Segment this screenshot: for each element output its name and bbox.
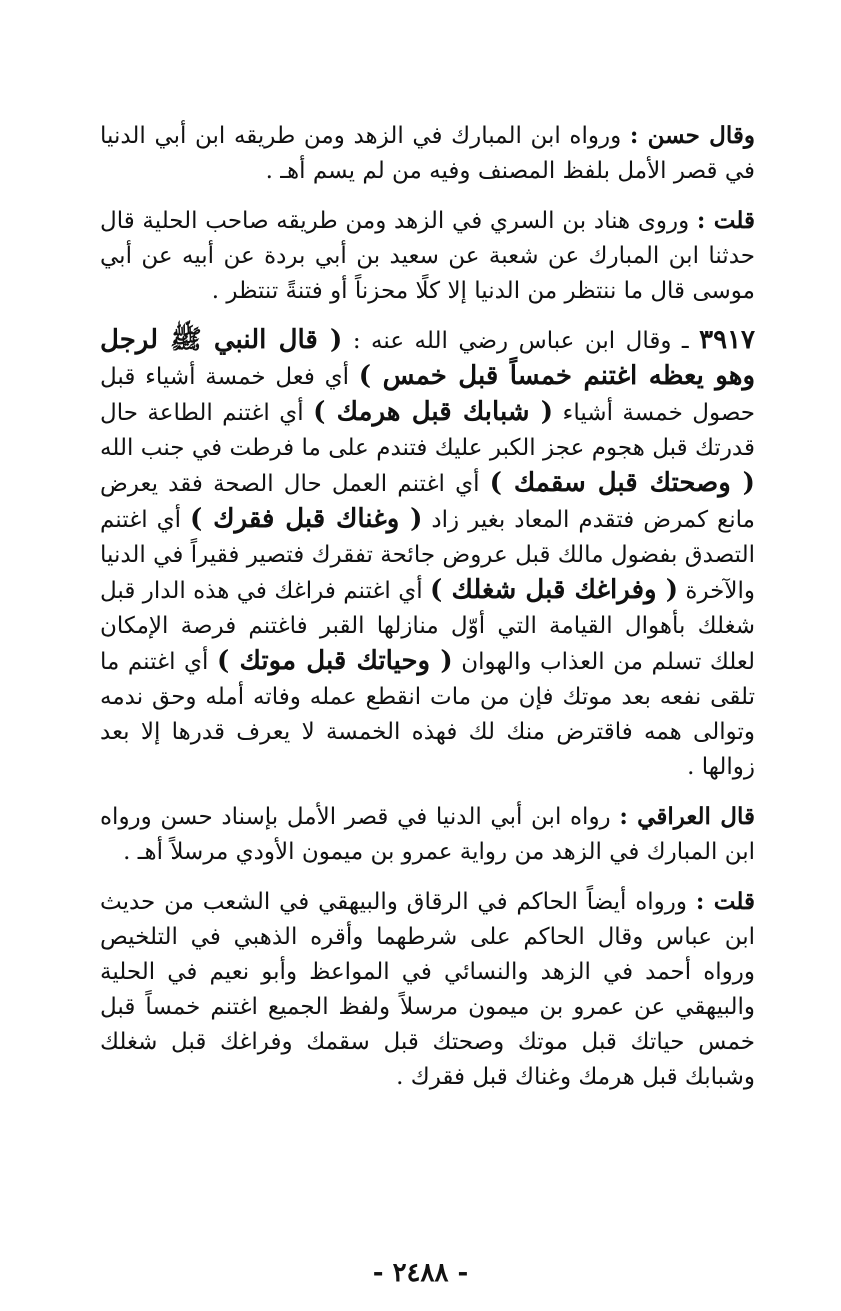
hadith-number: ٣٩١٧ xyxy=(699,325,755,355)
paragraph-text: ورواه أيضاً الحاكم في الرقاق والبيهقي في الشعب من حديث ابن عباس وقال الحاكم على شرطهما وأقره الذهبي في التلخيص ورواه أحمد في الزهد والنسائي في المواعظ وأبو نعيم في الحلية والبيهقي عن عمرو بن ميمون مرسلاً ولفظ الجميع اغتنم خمساً قبل خمس حياتك قبل موتك وصحتك قبل سقمك وفراغك قبل شغلك وشبابك قبل هرمك وغناك قبل فقرك . xyxy=(100,889,755,1090)
hadith-text: ( شبابك قبل هرمك ) xyxy=(313,397,554,427)
page-number: - ٢٤٨٨ - xyxy=(372,1258,469,1288)
hadith-text: ( وغناك قبل فقرك ) xyxy=(190,504,423,534)
commentary-segment: أي اغتنم العمل حال الصحة فقد يعرض مانع كمرض فتقدم المعاد بغير زاد xyxy=(100,471,756,533)
paragraph-lead: قلت : xyxy=(695,888,755,915)
paragraph-text: ورواه ابن المبارك في الزهد ومن طريقه ابن أبي الدنيا في قصر الأمل بلفظ المصنف وفيه من لم يسم أهـ . xyxy=(100,123,755,184)
hadith-text: ( وحياتك قبل موتك ) xyxy=(216,646,453,676)
commentary-segment: أي اغتنم ما تلقى نفعه بعد موتك فإن من مات انقطع عمله وفاته أمله وحق ندمه وتوالى همه فاقترض منك لك فهذه الخمسة لا يعرف قدرها إلا بعد زوالها . xyxy=(100,649,755,780)
paragraph-qultu-1 xyxy=(100,203,755,309)
hadith-segment: ـ وقال ابن عباس رضي الله عنه : xyxy=(342,328,700,354)
hadith-paragraph xyxy=(100,323,755,785)
paragraph-lead: قلت : xyxy=(696,207,755,234)
hadith-text: ( وصحتك قبل سقمك ) xyxy=(489,468,755,498)
paragraph-iraqi xyxy=(100,799,755,870)
page-body xyxy=(100,118,755,1109)
hadith-text: ( قال النبي ﷺ لرجل وهو يعظه اغتنم خمساً قبل خمس ) xyxy=(100,325,755,391)
paragraph-text: وروى هناد بن السري في الزهد ومن طريقه صاحب الحلية قال حدثنا ابن المبارك عن شعبة عن سعيد بن أبي بردة عن أبيه عن أبي موسى قال ما ننتظر من الدنيا إلا كلًا محزناً أو فتنةً تنتظر . xyxy=(100,208,755,304)
commentary-segment: أي اغتنم التصدق بفضول مالك قبل عروض جائحة تفقرك فتصير فقيراً في الدنيا والآخرة xyxy=(100,507,755,604)
paragraph-qultu-2 xyxy=(100,884,755,1095)
commentary-segment: أي فعل خمسة أشياء قبل حصول خمسة أشياء xyxy=(100,364,755,426)
hadith-text: ( وفراغك قبل شغلك ) xyxy=(430,575,679,605)
paragraph-lead: قال العراقي : xyxy=(619,803,755,830)
commentary-segment: أي اغتنم فراغك في هذه الدار قبل شغلك بأهوال القيامة التي أوّل منازلها القبر فاغتنم فرصة الإمكان لعلك تسلم من العذاب والهوان xyxy=(100,578,755,675)
paragraph-hasan xyxy=(100,118,755,189)
paragraph-text: رواه ابن أبي الدنيا في قصر الأمل بإسناد حسن ورواه ابن المبارك في الزهد من رواية عمرو بن ميمون الأودي مرسلاً أهـ . xyxy=(100,804,755,865)
paragraph-lead: وقال حسن : xyxy=(629,122,755,149)
commentary-segment: أي اغتنم الطاعة حال قدرتك قبل هجوم عجز الكبر عليك فتندم على ما فرطت في جنب الله xyxy=(100,400,755,461)
